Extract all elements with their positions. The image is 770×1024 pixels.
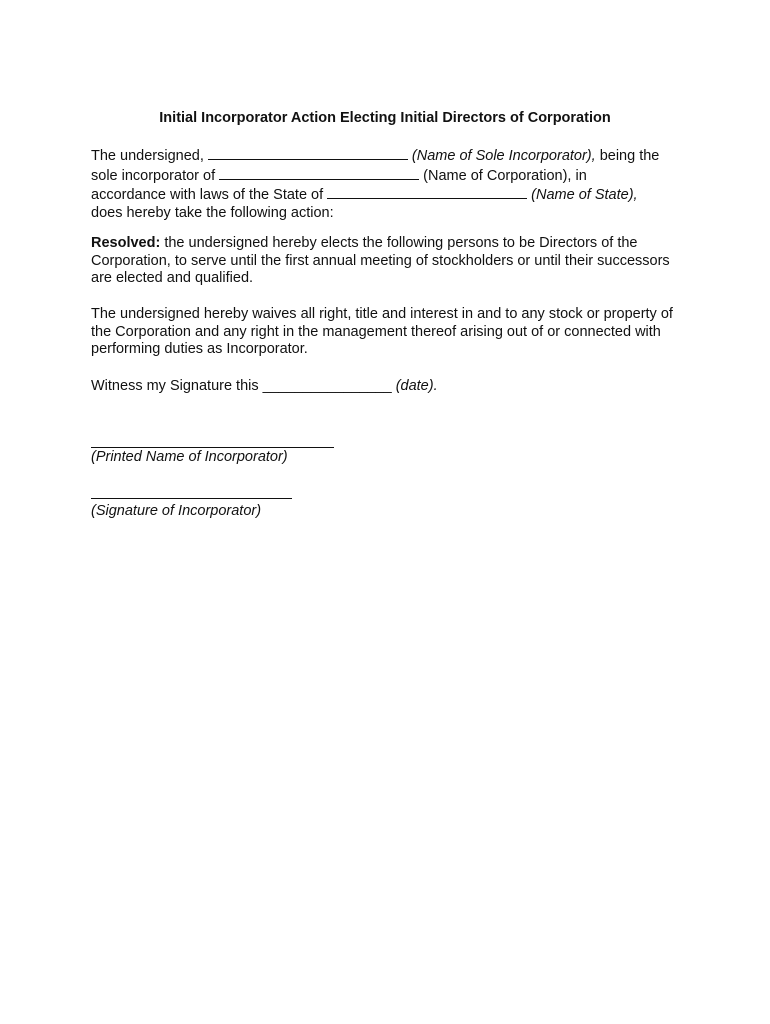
paragraph-witness	[91, 378, 691, 396]
intro-text: The undersigned,	[91, 148, 208, 164]
printed-name-label: (Printed Name of Incorporator)	[91, 449, 288, 465]
being-the-text: being the	[595, 148, 660, 164]
sole-incorporator-of-text: sole incorporator of	[91, 167, 220, 184]
state-name-blank	[327, 185, 527, 199]
name-of-state-label: (Name of State),	[527, 187, 638, 203]
signature-line	[91, 498, 292, 499]
name-of-corporation-label: (Name of Corporation), in	[419, 167, 587, 184]
resolved-label: Resolved:	[91, 235, 161, 251]
waiver-text: The undersigned hereby waives all right, title and interest in and to any stock or property of the Corporation and any right in the management thereof arising out of or connected with performing duties as Incorporator.	[91, 306, 673, 357]
closing-text: does hereby take the following action:	[91, 204, 334, 221]
paragraph-waiver	[91, 306, 691, 359]
paragraph-resolved	[91, 235, 691, 288]
resolved-text: the undersigned hereby elects the following persons to be Directors of the Corporation, to serve until the first annual meeting of stockholders or until their successors are elected and qualified.	[91, 235, 670, 286]
witness-text: Witness my Signature this ________________	[91, 378, 392, 394]
corporation-name-blank	[219, 166, 419, 180]
sole-incorporator-blank	[208, 146, 408, 160]
printed-name-line	[91, 447, 334, 448]
document-title: Initial Incorporator Action Electing Initial Directors of Corporation	[159, 110, 611, 126]
accordance-text: accordance with laws of the State of	[91, 187, 328, 203]
paragraph-incorporator-statement	[91, 146, 691, 222]
date-label: (date).	[391, 378, 438, 394]
signature-label: (Signature of Incorporator)	[91, 503, 262, 519]
name-of-sole-incorporator-label: (Name of Sole Incorporator),	[411, 148, 596, 164]
